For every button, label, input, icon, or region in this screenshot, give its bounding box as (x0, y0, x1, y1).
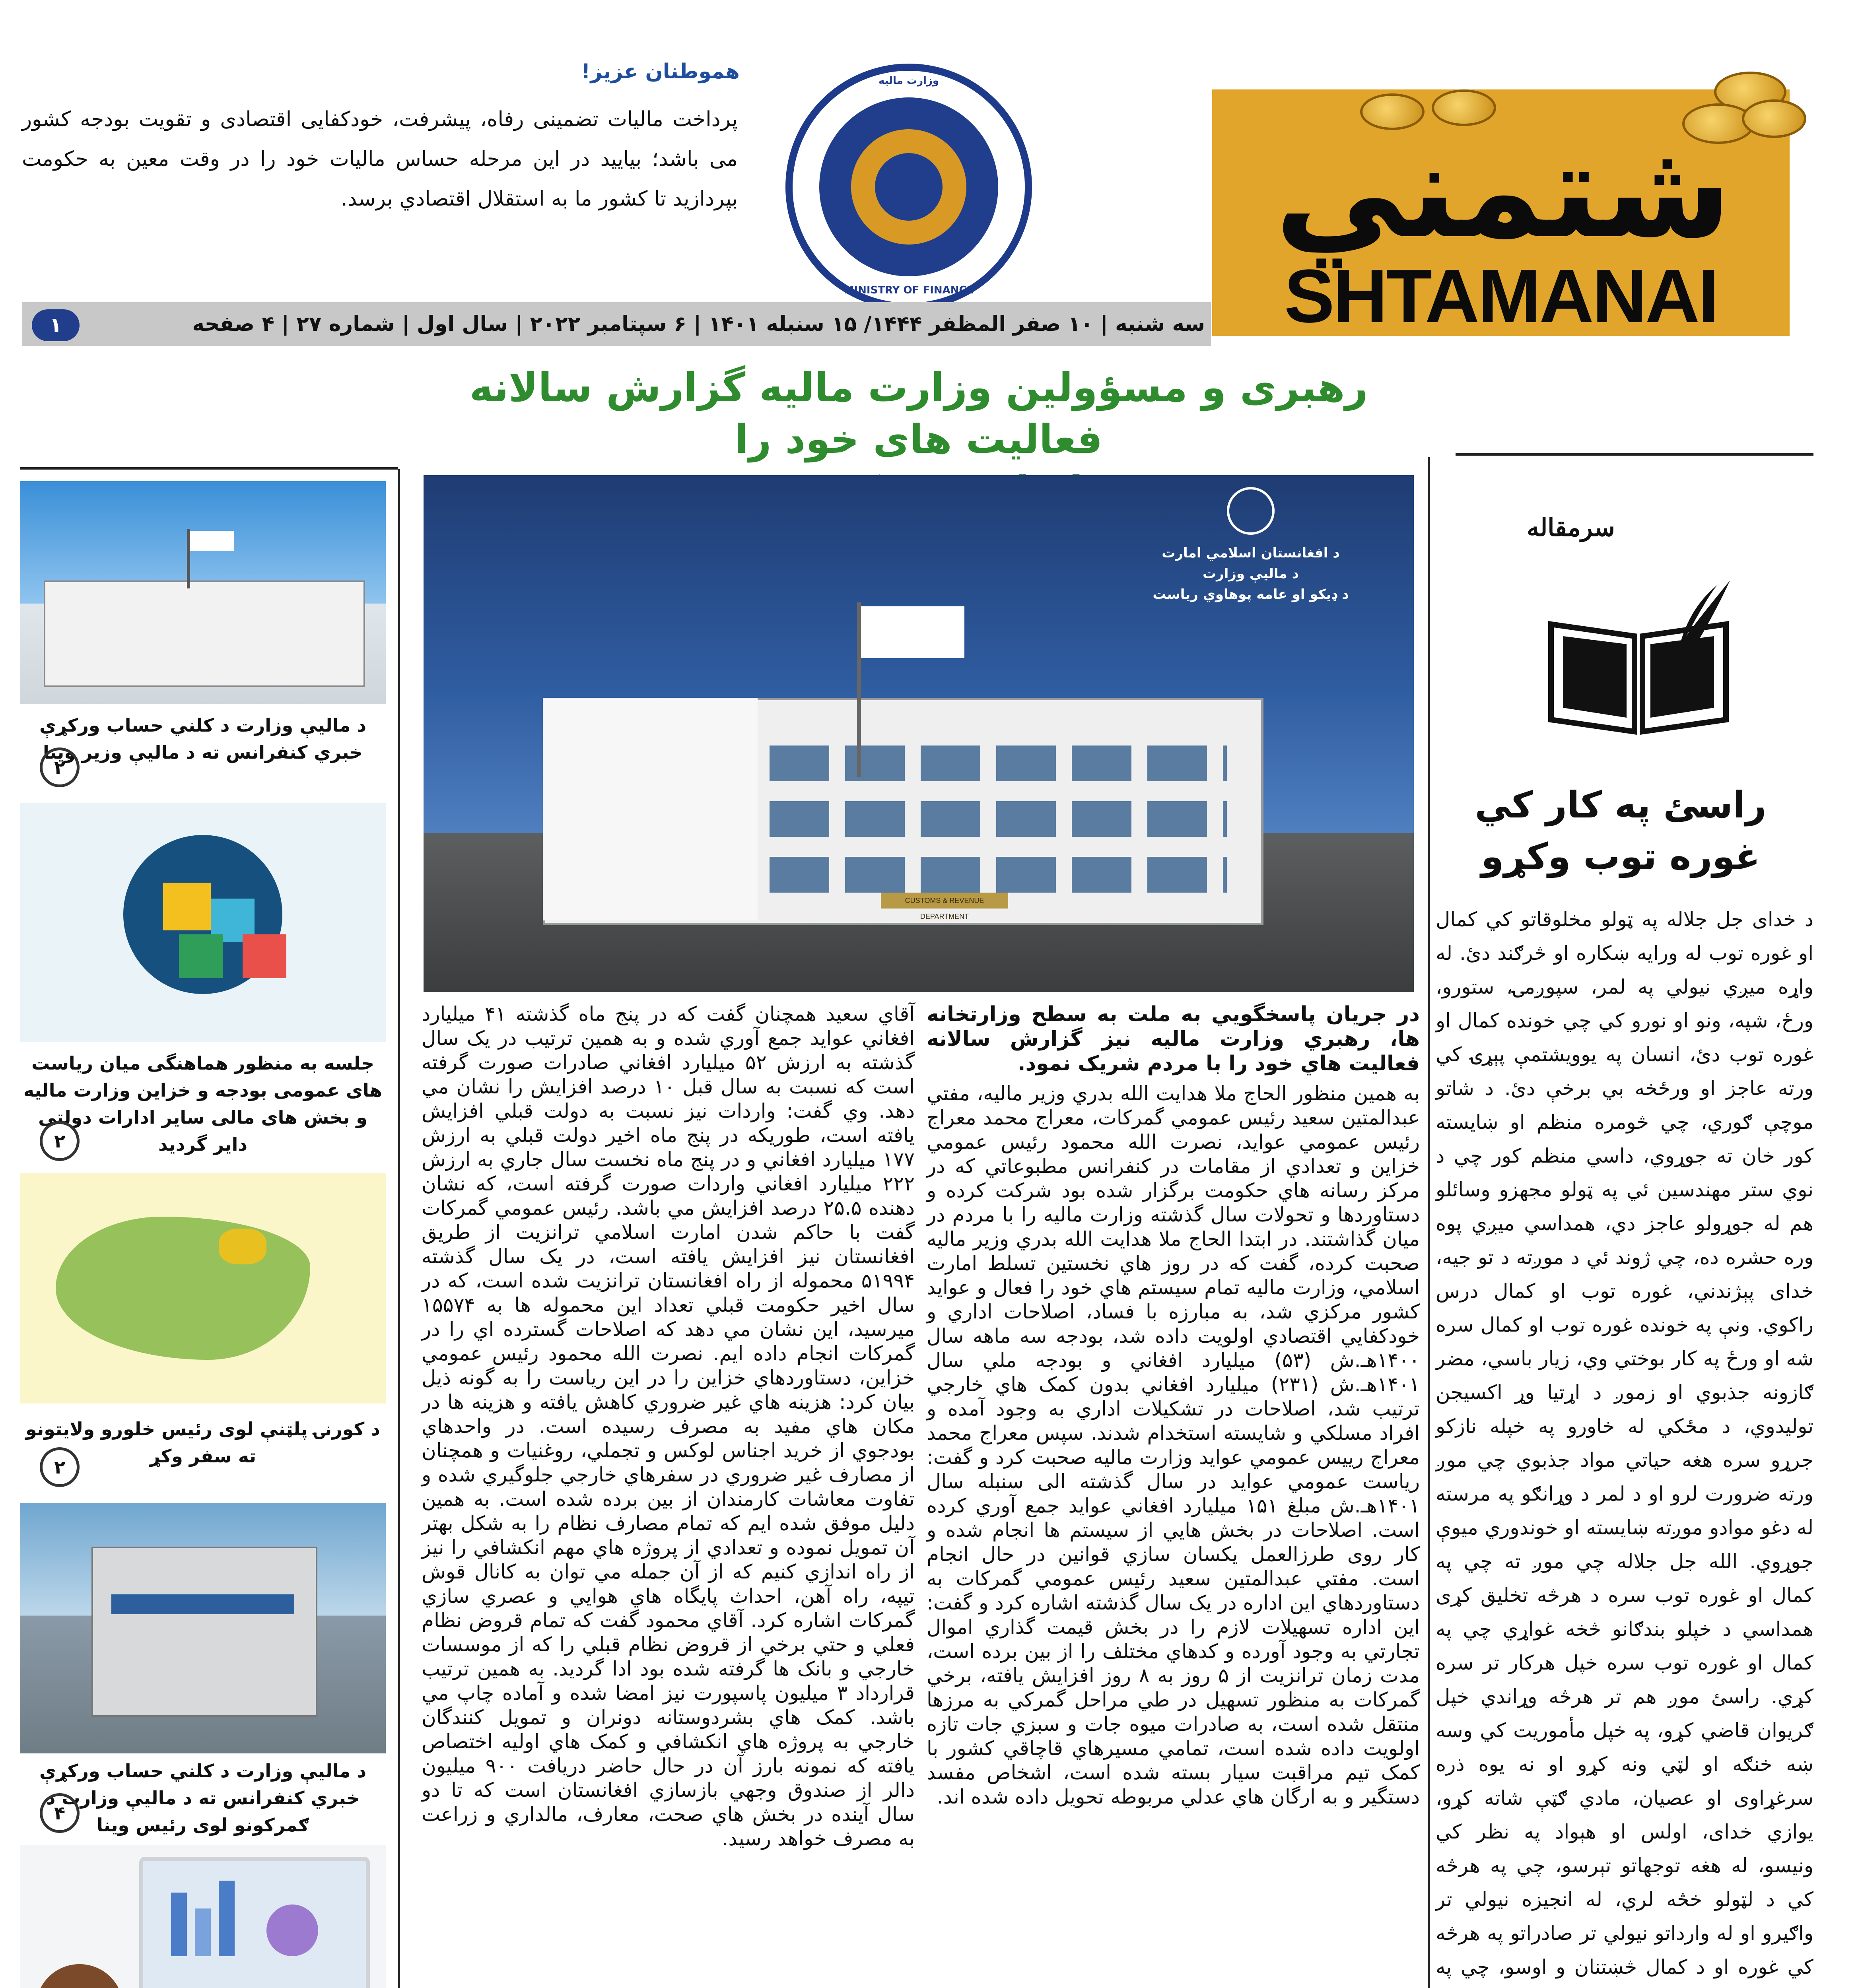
seal-core (875, 153, 943, 221)
seal-top-text: وزارت مالیه (878, 75, 939, 87)
article-lead: در جريان پاسخگويي به ملت به سطح وزارتخانه ها، رهبري وزارت ماليه نيز گزارش سالانه فعاليت هاي خود را با مردم شريک نمود. (927, 1002, 1420, 1076)
left-column-top-rule (20, 467, 398, 470)
masthead-logo-latin: SHTAMANAI (1284, 254, 1718, 338)
photo-caption-line-1: د افغانستان اسلامي امارت (1162, 545, 1340, 561)
article-column-left: آقاي سعيد همچنان گفت که در پنج ماه گذشته ۴۱ ميليارد افغاني عوايد جمع آوري شده و به همين ترتيب در يک سال گذشته به ارزش ۵۲ ميليارد افغاني صادرات صورت گرفته است که نسبت به سال قبل ۱۰ درصد افزايش را نشان مي دهد. وي گفت: واردات نيز نسبت به دولت قبلي افزايش يافته است، طوريکه در پنج ماه اخير دولت قبلي به ارزش ۱۷۷ ميليارد افغاني و در پنج ماه نخست سال جاري به ارزش ۲۲۲ ميليارد افغاني واردات صورت گرفته است، که نشان دهنده ۲۵.۵ درصد افزايش مي باشد. رئيس عمومي گمرکات گفت با حاکم شدن امارت اسلامي ترانزيت از طريق افغانستان نيز افزايش يافته است، در يک سال گذشته ۵۱۹۹۴ محموله از راه افغانستان ترانزيت شده است، که در سال اخير حکومت قبلي تعداد اين محموله ها به ۱۵۵۷۴ ميرسيد، اين نشان مي دهد که اصلاحات گسترده اي را در گمرکات انجام داده ايم. نصرت الله محمود رئيس عمومي خزاين، دستاوردهاي خزاين را در اين رياست را به گونه ذيل بيان کرد: هزينه هاي غير ضروري کاهش يافته و هزينه ها در مکان هاي مفيد به مصرف رسيده است. در واحدهاي بودجوي از خريد اجناس لوکس و تجملي، روغنيات و همچنان از مصارف غير ضروري در سفرهاي خارجي جلوگيري شده و تفاوت معاشات کارمندان از بين برده شده است. به همين دليل موفق شده ايم که تمام مصارف نظام را به شکل بهتر آن تمويل نموده و تعدادي از پروژه هاي مهم انکشافي را نيز از راه اندازي کنيم که از آن جمله مي توان به کانال قوش تيپه، راه آهن، احداث پايگاه هاي هوايي و عصري سازي گمرکات اشاره کرد. آقاي محمود گفت که تمام قروض نظام فعلي و حتي برخي از قروض نظام قبلي را که از موسسات خارجي و بانک ها گرفته شده بود ادا گرديد. به همين ترتيب قرارداد ۳ ميليون پاسپورت نيز امضا شده و آماده چاپ مي باشد. کمک هاي بشردوستانه دونران و تمويل کنندگان خارجي به پروژه هاي انکشافي و کمک هاي اوليه اختصاص يافته که نمونه بارز آن در حال حاضر دريافت ۹۰۰ ميليون دالر از صندوق وجهي بازسازي افغانستان است که تا دو سال آينده در بخش هاي صحت، معارف، مالداري و زراعت به مصرف خواهد رسيد. (422, 1002, 915, 1850)
sidebar-caption-2[interactable]: جلسه به منظور هماهنگی میان ریاست های عمومی بودجه و خزاین وزارت مالیه و بخش های مالی سایر ادارات دولتی دایر گردید (23, 1052, 383, 1155)
sidebar-photo-customs-building (20, 1503, 386, 1753)
seal-bottom-text: MINISTRY OF FINANCE (844, 284, 974, 296)
sidebar-caption-3[interactable]: د کورنۍ پلټنې لوی رئیس خلورو ولایتونو ته سفر وکړ (25, 1418, 380, 1467)
sidebar-photo-building (20, 481, 386, 704)
open-book-quill-icon (1543, 577, 1734, 736)
sidebar-page-badge-2: ۲ (40, 1121, 80, 1161)
editorial-top-rule (1456, 453, 1813, 456)
sidebar-photo-puzzle (20, 803, 386, 1042)
greeting-body: پرداخت مالیات تضمینی رفاه، پیشرفت، خودکفایی اقتصادی و تقویت بودجه کشور می باشد؛ بیایید در این مرحله حساس مالیات خود را در وقت معین به حکومت بپردازید تا کشور ما به استقلال اقتصادي برسد. (22, 107, 738, 211)
sidebar-page-badge-1: ۲ (40, 747, 80, 787)
editorial-title: راسئ په کار کي غوره توب وکړو (1475, 784, 1767, 878)
sidebar-page-badge-3: ۲ (40, 1447, 80, 1487)
greeting-title: هموطنان عزیز! (581, 60, 740, 83)
sidebar-photo-map (20, 1173, 386, 1404)
article-column-right: به همين منظور الحاج ملا هدايت الله بدري وزير ماليه، مفتي عبدالمتين سعيد رئيس عمومي گمرکات، معراج محمد معراج رئيس عمومي عوايد، نصرت الله محمود رئيس عمومي خزاين و تعدادي از مقامات در کنفرانس مطبوعاتي که در مرکز رسانه هاي حکومت برگزار شده بود شرکت کرده و دستاوردها و تحولات سال گذشته وزارت ماليه را با مردم در ميان گذاشتند. در ابتدا الحاج ملا هدايت الله بدري وزير ماليه صحبت کرده، گفت که در روز هاي نخستين تسلط امارت اسلامي، وزارت ماليه تمام سيستم هاي خود را فعال و عوايد کشور مرکزي شد، به مبارزه با فساد، اصلاحات اداري و خودکفايي اقتصادي اولويت داده شد، بودجه سه ماهه سال ۱۴۰۰هـ.ش (۵۳) ميليارد افغاني و بودجه ملي سال ۱۴۰۱هـ.ش (۲۳۱) ميليارد افغاني بدون کمک هاي خارجي ترتيب شد، اصلاحات در تشکيلات اداري به وجود آمده و افراد مسلکي و شايسته استخدام شدند. سپس معراج محمد معراج رييس عمومي عوايد وزارت ماليه صحبت کرد و گفت: رياست عمومي عوايد در سال گذشته الی سنبله سال ۱۴۰۱هـ.ش مبلغ ۱۵۱ ميليارد افغاني عوايد جمع آوري کرده است. اصلاحات در بخش هايي از سيستم ها انجام شده و کار روی طرزالعمل يکسان سازي قوانين در حال انجام است. مفتي عبدالمتين سعيد رئيس عمومي گمرکات به دستاوردهاي اين اداره در يک سال گذشته اشاره کرد و گفت: اين اداره تسهيلات لازم را در بخش قيمت گذاري اموال تجارتي به وجود آورده و کدهاي مختلف را از بين برده است، مدت زمان ترانزيت از ۵ روز به ۸ روز افزايش يافته، برخي گمرکات به منظور تسهيل در طي مراحل گمرکي به مرزها منتقل شده است، به صادرات ميوه جات و سبزي جات تازه اولويت داده شده است، تمامي مسيرهاي قاچاقي کشور با کمک تيم مراقبت سيار بسته شده است، اشخاص مفسد دستگير و به ارگان هاي عدلي مربوطه تحويل داده شده اند. (927, 1082, 1420, 1808)
issue-info-text: سه شنبه | ۱۰ صفر المظفر ۱۴۴۴/ ۱۵ سنبله ۱۴۰۱ | ۶ سپتامبر ۲۰۲۲ | سال اول | شماره ۲۷ | ۴ صفحه (192, 312, 1205, 336)
sidebar-photo-tablet-charts (20, 1845, 386, 1988)
sidebar-caption-4[interactable]: د ماليې وزارت د کلني حساب ورکړې خبري کنفرانس ته د ماليې وزارت د ګمرکونو لوی رئیس وينا (39, 1760, 367, 1836)
photo-caption-line-3: د ډیکو او عامه پوهاوي ریاست (1153, 586, 1349, 602)
main-article-photo (424, 475, 1414, 992)
page-number-badge: ۱ (32, 309, 80, 341)
editorial-label: سرمقاله (1527, 513, 1615, 542)
building-sign: CUSTOMS & REVENUE DEPARTMENT (881, 893, 1008, 909)
left-column-rule (398, 469, 400, 1988)
right-column-rule (1428, 457, 1430, 1988)
sidebar-caption-1[interactable]: د ماليې وزارت د کلني حساب ورکړې خبري کنفرانس ته د ماليې وزير وينا (39, 714, 367, 763)
masthead-logo-word: شتمني (1275, 115, 1732, 267)
headline-line-1: رهبری و مسؤولین وزارت مالیه گزارش سالانه فعالیت های خود را (469, 364, 1368, 462)
sidebar-page-badge-4: ۴ (40, 1793, 80, 1833)
photo-caption-line-2: د مالیې وزارت (1202, 566, 1299, 582)
emirate-emblem-icon (1227, 487, 1275, 535)
editorial-body: د خدای جل جلاله په ټولو مخلوقاتو کي کمال او غوره توب له ورايه ښکاره او څرګند دئ. له واړه ميږي نيولي په لمر، سپوږمۍ، ستورو، ورځ، شپه، ونو او نورو کي چي خونده کمال او غوره توب دئ، انسان په يوويشتمې پېړۍ کي ورته عاجز او ورځخه بي برخې دئ. د شاتو موچې ګوري، چي څومره منظم او ښايسته کور خان ته جوړوي، داسي منظم کور چي د نوي ستر مهندسين ئي په ټولو مجهزو وسائلو هم له جوړولو عاجز دي، همداسي ميږي پوه وره حشره ده، چي ژوند ئي د موږته د تو جيه، خدای پېژندني، غوره توب او کمال درس راکوي. ونې په خونده غوره توب او کمال سره شه او ورځ په کار بوختي وي، زيار باسي، مضر ګازونه جذبوي او زموږ د اړتيا وړ اکسيجن توليدوي، د مځکي له خاورو په خپله نازکو جرړو سره هغه حياتي مواد جذبوي چي موږ ورته ضرورت لرو او د لمر د وړانګو په مرسته له دغو موادو موږته ښايسته او خوندوري ميوې جوړوي. الله جل جلاله چي موږ ته چي په کمال او غوره توب سره د هرڅه تخليق کړی همداسي د خپلو بندګانو څخه غواړي چي په کمال او غوره توب سره خپل هرکار تر سره کړي. راسئ موږ هم تر هرڅه وړاندي خپل ګريوان قاضي کړو، په خپل مأموريت کي وسه ښه خنګه او لټي ونه کړو او نه يوه ذره سرغړاوی او عصيان، مادي ګټې شاته کړو، يوازي خدای، اولس او هېواد په نظر کي ونيسو، له هغه توجهاتو تېرسو، چي په هرڅه کي د لټولو خڅه لري، له انجيزه نيولي تر واګيرو او له وارداتو نيولي تر صادراتو په هرڅه کي غوره او د کمال څښتنان و اوسو، چي په (1436, 908, 1813, 1978)
